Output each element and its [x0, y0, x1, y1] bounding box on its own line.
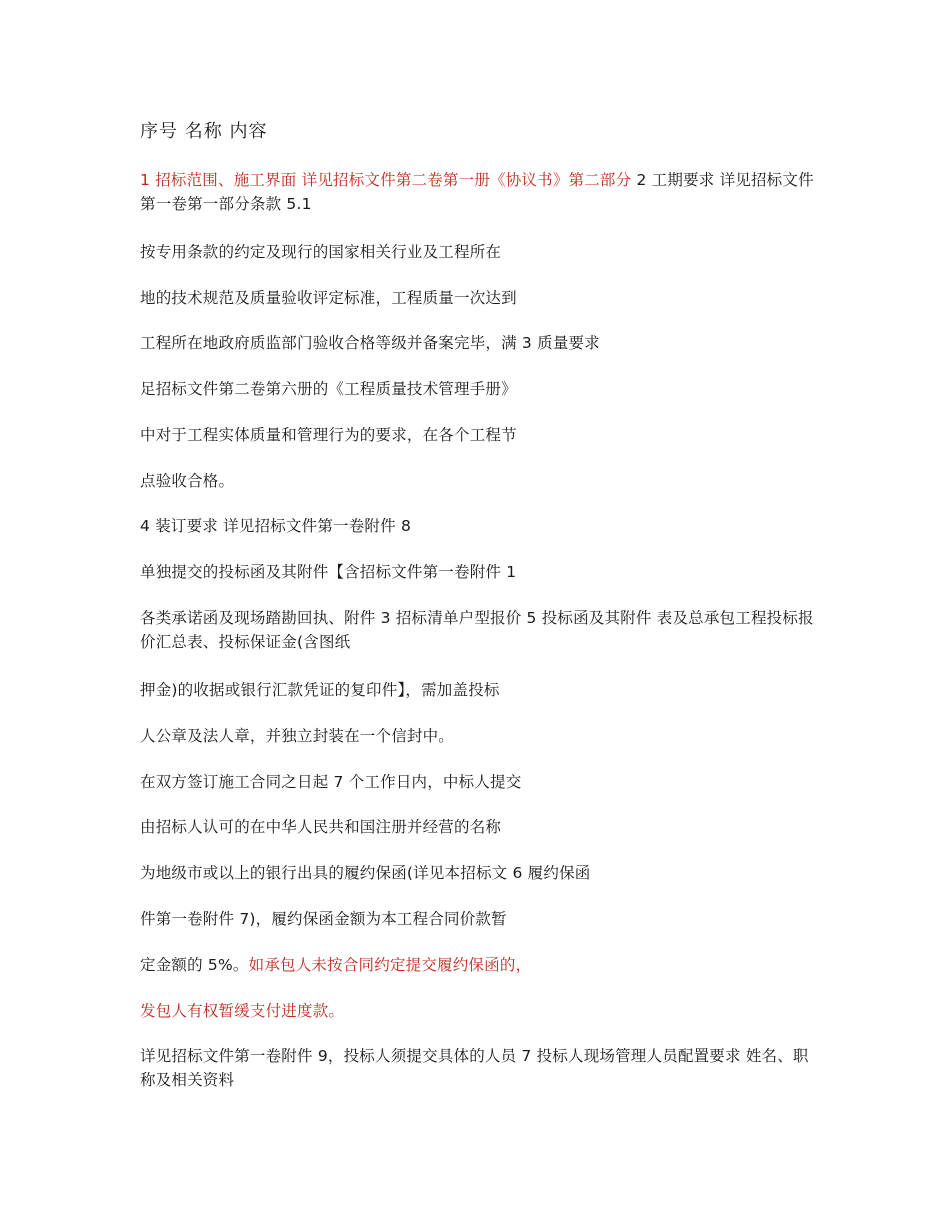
paragraph-line: 地的技术规范及质量验收评定标准，工程质量一次达到	[140, 289, 517, 307]
paragraph-personnel: 详见招标文件第一卷附件 9，投标人须提交具体的人员 7 投标人现场管理人员配置要求 姓名、职称及相关资料	[140, 1047, 809, 1089]
paragraph-scope-duration	[140, 168, 820, 216]
table-heading: 序号 名称 内容	[140, 121, 268, 142]
paragraph-line: 为地级市或以上的银行出具的履约保函(详见本招标文 6 履约保函	[140, 864, 591, 882]
duration-text: 2 工期要求 详见招标文件第一卷第一部分条款 5.1	[140, 171, 814, 213]
paragraph-line: 中对于工程实体质量和管理行为的要求，在各个工程节	[140, 426, 517, 444]
paragraph-line: 点验收合格。	[140, 472, 235, 490]
paragraph-line: 单独提交的投标函及其附件【含招标文件第一卷附件 1	[140, 563, 517, 581]
bond-amount-text: 定金额的 5%。	[140, 956, 249, 974]
bond-warning-highlight: 如承包人未按合同约定提交履约保函的，	[248, 956, 532, 974]
payment-suspension-highlight: 发包人有权暂缓支付进度款。	[140, 1002, 345, 1020]
paragraph-line: 各类承诺函及现场踏勘回执、附件 3 招标清单户型报价 5 投标函及其附件 表及总承包工程投标报价汇总表、投标保证金(含图纸	[140, 609, 814, 651]
paragraph-line: 押金)的收据或银行汇款凭证的复印件】，需加盖投标	[140, 681, 500, 699]
paragraph-line: 人公章及法人章，并独立封装在一个信封中。	[140, 727, 455, 745]
paragraph-line: 工程所在地政府质监部门验收合格等级并备案完毕，满 3 质量要求	[140, 334, 600, 352]
paragraph-line: 在双方签订施工合同之日起 7 个工作日内，中标人提交	[140, 773, 522, 791]
paragraph-line: 按专用条款的约定及现行的国家相关行业及工程所在	[140, 243, 502, 261]
paragraph-line: 件第一卷附件 7)，履约保函金额为本工程合同价款暂	[140, 910, 507, 928]
paragraph-bond-amount	[140, 953, 820, 977]
paragraph-line: 4 装订要求 详见招标文件第一卷附件 8	[140, 517, 412, 535]
paragraph-line: 足招标文件第二卷第六册的《工程质量技术管理手册》	[140, 380, 517, 398]
paragraph-line: 由招标人认可的在中华人民共和国注册并经营的名称	[140, 818, 502, 836]
scope-text-highlight: 1 招标范围、施工界面 详见招标文件第二卷第一册《协议书》第二部分	[140, 171, 632, 189]
